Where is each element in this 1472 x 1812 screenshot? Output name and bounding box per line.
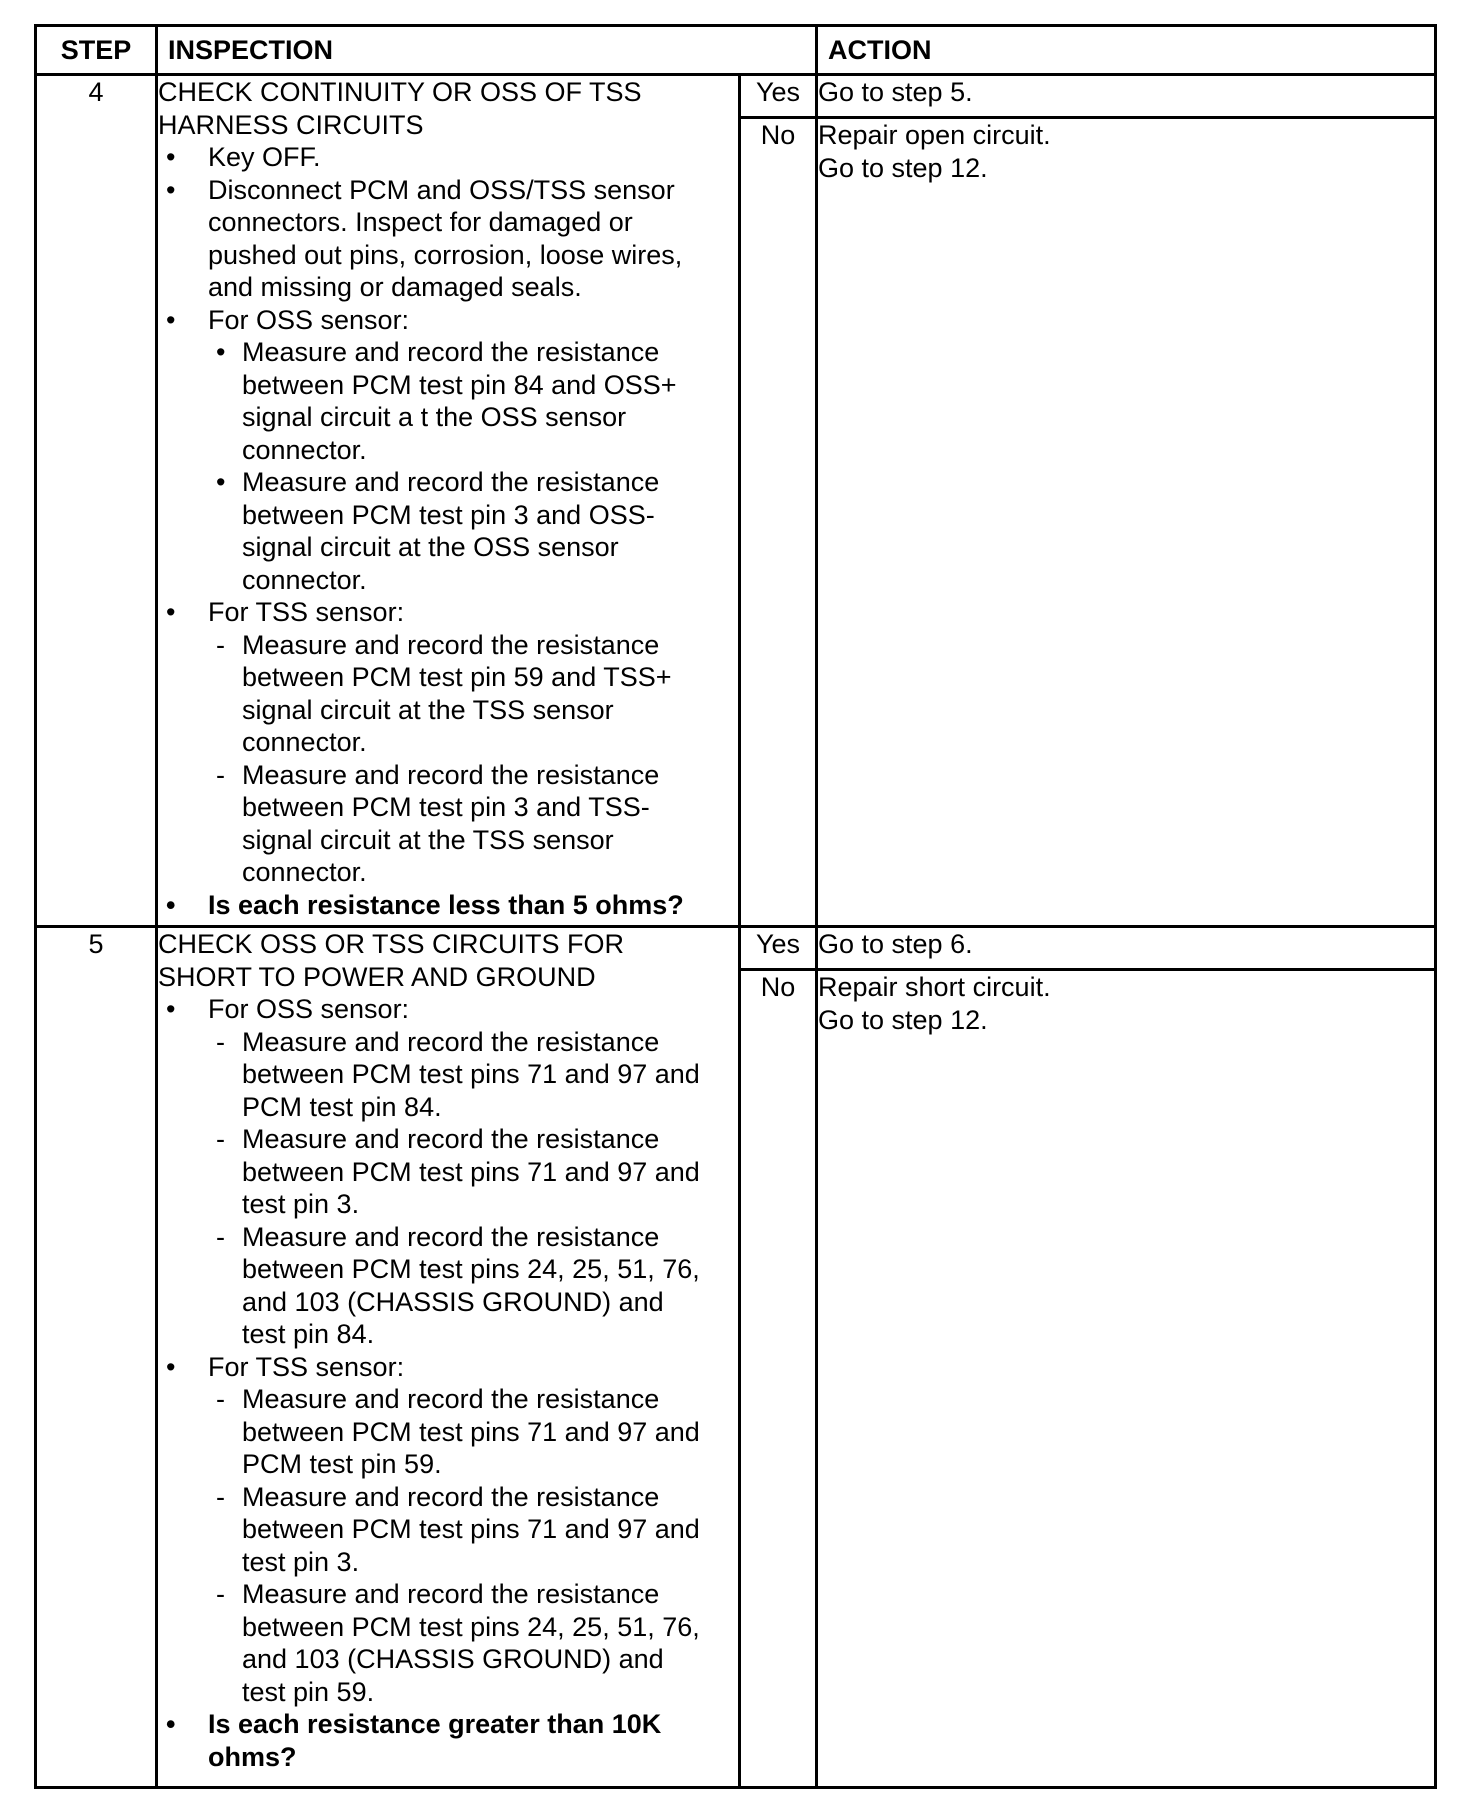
bullet-marker: - <box>216 1481 225 1512</box>
item-text-line: test pin 3. <box>242 1189 360 1219</box>
item-text-line: connector. <box>242 434 367 465</box>
item-text-line: Measure and record the resistance <box>242 1481 660 1512</box>
diagnostic-table <box>34 24 1437 1789</box>
header-step: STEP <box>36 26 157 75</box>
header-action: ACTION <box>817 26 1436 75</box>
item-text-line: connector. <box>242 564 367 595</box>
item-text-line: Measure and record the resistance <box>242 1384 660 1414</box>
item-text-line: between PCM test pin 3 and OSS- <box>242 499 655 530</box>
item-text-line: connector. <box>242 857 367 887</box>
item-text-line: between PCM test pins 24, 25, 51, 76, <box>242 1611 700 1642</box>
inspection-cell <box>157 75 740 927</box>
step-row <box>36 75 1436 118</box>
inspection-item <box>158 336 738 466</box>
bullet-marker: - <box>216 1579 225 1609</box>
step-title-line: CHECK CONTINUITY OR OSS OF TSS <box>158 77 642 107</box>
action-no <box>817 118 1436 927</box>
step-number: 4 <box>36 75 157 927</box>
item-text-line: For OSS sensor: <box>208 994 410 1024</box>
inspection-item <box>158 993 738 1026</box>
item-text-line: signal circuit a t the OSS sensor <box>242 402 627 432</box>
inspection-item <box>158 1481 738 1579</box>
item-text-line: pushed out pins, corrosion, loose wires, <box>208 239 683 270</box>
item-text-line: ohms? <box>208 1741 297 1772</box>
step-title-line: HARNESS CIRCUITS <box>158 109 424 140</box>
inspection-item <box>158 1578 738 1708</box>
header-inspection: INSPECTION <box>157 26 817 75</box>
item-text-line: Measure and record the resistance <box>242 337 660 367</box>
item-text-line: test pin 3. <box>242 1546 360 1577</box>
item-text-line: between PCM test pin 3 and TSS- <box>242 792 650 822</box>
item-text-line: between PCM test pins 71 and 97 and <box>242 1156 700 1187</box>
item-text-line: PCM test pin 59. <box>242 1449 442 1479</box>
step-title-line: CHECK OSS OR TSS CIRCUITS FOR <box>158 929 625 959</box>
bullet-marker: • <box>166 1709 176 1739</box>
item-text-line: Is each resistance greater than 10K <box>208 1709 662 1739</box>
item-text-line: and 103 (CHASSIS GROUND) and <box>242 1644 664 1674</box>
item-text-line: Measure and record the resistance <box>242 1124 660 1154</box>
inspection-item <box>158 1026 738 1124</box>
item-text-line: Is each resistance less than 5 ohms? <box>208 889 684 920</box>
bullet-marker: - <box>216 1384 225 1414</box>
action-no <box>817 970 1436 1788</box>
bullet-marker: • <box>216 337 226 367</box>
item-text-line: PCM test pin 84. <box>242 1091 442 1122</box>
inspection-question <box>158 1708 738 1773</box>
bullet-marker: - <box>216 1026 225 1057</box>
answer-no: No <box>740 118 817 927</box>
bullet-marker: • <box>166 597 176 627</box>
bullet-marker: - <box>216 629 225 660</box>
inspection-item <box>158 759 738 889</box>
inspection-question <box>158 889 738 922</box>
bullet-marker: - <box>216 1124 225 1154</box>
inspection-item <box>158 304 738 337</box>
bullet-marker: • <box>216 467 226 497</box>
inspection-item <box>158 596 738 629</box>
action-line: Go to step 12. <box>818 1004 988 1035</box>
inspection-item <box>158 1123 738 1221</box>
item-text-line: and missing or damaged seals. <box>208 272 582 302</box>
step-title-line: SHORT TO POWER AND GROUND <box>158 961 596 992</box>
item-text-line: between PCM test pin 59 and TSS+ <box>242 662 672 692</box>
item-text-line: between PCM test pin 84 and OSS+ <box>242 369 677 400</box>
inspection-item <box>158 141 738 174</box>
bullet-marker: - <box>216 1221 225 1252</box>
action-line: Repair open circuit. <box>818 120 1051 150</box>
step-number: 5 <box>36 927 157 1788</box>
item-text-line: Measure and record the resistance <box>242 759 660 790</box>
inspection-item <box>158 466 738 596</box>
inspection-item <box>158 1351 738 1384</box>
action-line: Go to step 12. <box>818 152 988 183</box>
answer-yes: Yes <box>740 927 817 970</box>
item-text-line: test pin 84. <box>242 1319 375 1349</box>
item-text-line: between PCM test pins 71 and 97 and <box>242 1416 700 1447</box>
action-line: Go to step 6. <box>818 929 973 959</box>
bullet-marker: • <box>166 994 176 1024</box>
item-text-line: For OSS sensor: <box>208 304 410 335</box>
step-row <box>36 927 1436 970</box>
inspection-item <box>158 1221 738 1351</box>
bullet-marker: • <box>166 304 176 335</box>
bullet-marker: • <box>166 142 176 172</box>
item-text-line: connector. <box>242 727 367 757</box>
bullet-marker: • <box>166 174 176 205</box>
answer-no: No <box>740 970 817 1788</box>
item-text-line: signal circuit at the TSS sensor <box>242 824 614 855</box>
inspection-cell <box>157 927 740 1788</box>
inspection-item <box>158 1383 738 1481</box>
item-text-line: between PCM test pins 24, 25, 51, 76, <box>242 1254 700 1284</box>
item-text-line: between PCM test pins 71 and 97 and <box>242 1514 700 1544</box>
item-text-line: connectors. Inspect for damaged or <box>208 207 633 237</box>
item-text-line: Measure and record the resistance <box>242 629 660 660</box>
item-text-line: signal circuit at the OSS sensor <box>242 532 619 562</box>
inspection-item <box>158 174 738 304</box>
item-text-line: Measure and record the resistance <box>242 1026 660 1057</box>
action-yes <box>817 927 1436 970</box>
bullet-marker: - <box>216 759 225 790</box>
item-text-line: and 103 (CHASSIS GROUND) and <box>242 1286 664 1317</box>
item-text-line: For TSS sensor: <box>208 1351 405 1382</box>
action-line: Repair short circuit. <box>818 972 1051 1002</box>
item-text-line: Measure and record the resistance <box>242 1221 660 1252</box>
item-text-line: For TSS sensor: <box>208 597 405 627</box>
inspection-item <box>158 629 738 759</box>
bullet-marker: • <box>166 1351 176 1382</box>
bullet-marker: • <box>166 889 176 920</box>
item-text-line: Disconnect PCM and OSS/TSS sensor <box>208 174 675 205</box>
steps-body <box>36 75 1436 1788</box>
item-text-line: Measure and record the resistance <box>242 467 660 497</box>
item-text-line: Key OFF. <box>208 142 321 172</box>
item-text-line: test pin 59. <box>242 1676 375 1707</box>
answer-yes: Yes <box>740 75 817 118</box>
item-text-line: between PCM test pins 71 and 97 and <box>242 1059 700 1089</box>
item-text-line: Measure and record the resistance <box>242 1579 660 1609</box>
item-text-line: signal circuit at the TSS sensor <box>242 694 614 725</box>
action-line: Go to step 5. <box>818 77 973 107</box>
header-row <box>36 26 1436 75</box>
action-yes <box>817 75 1436 118</box>
